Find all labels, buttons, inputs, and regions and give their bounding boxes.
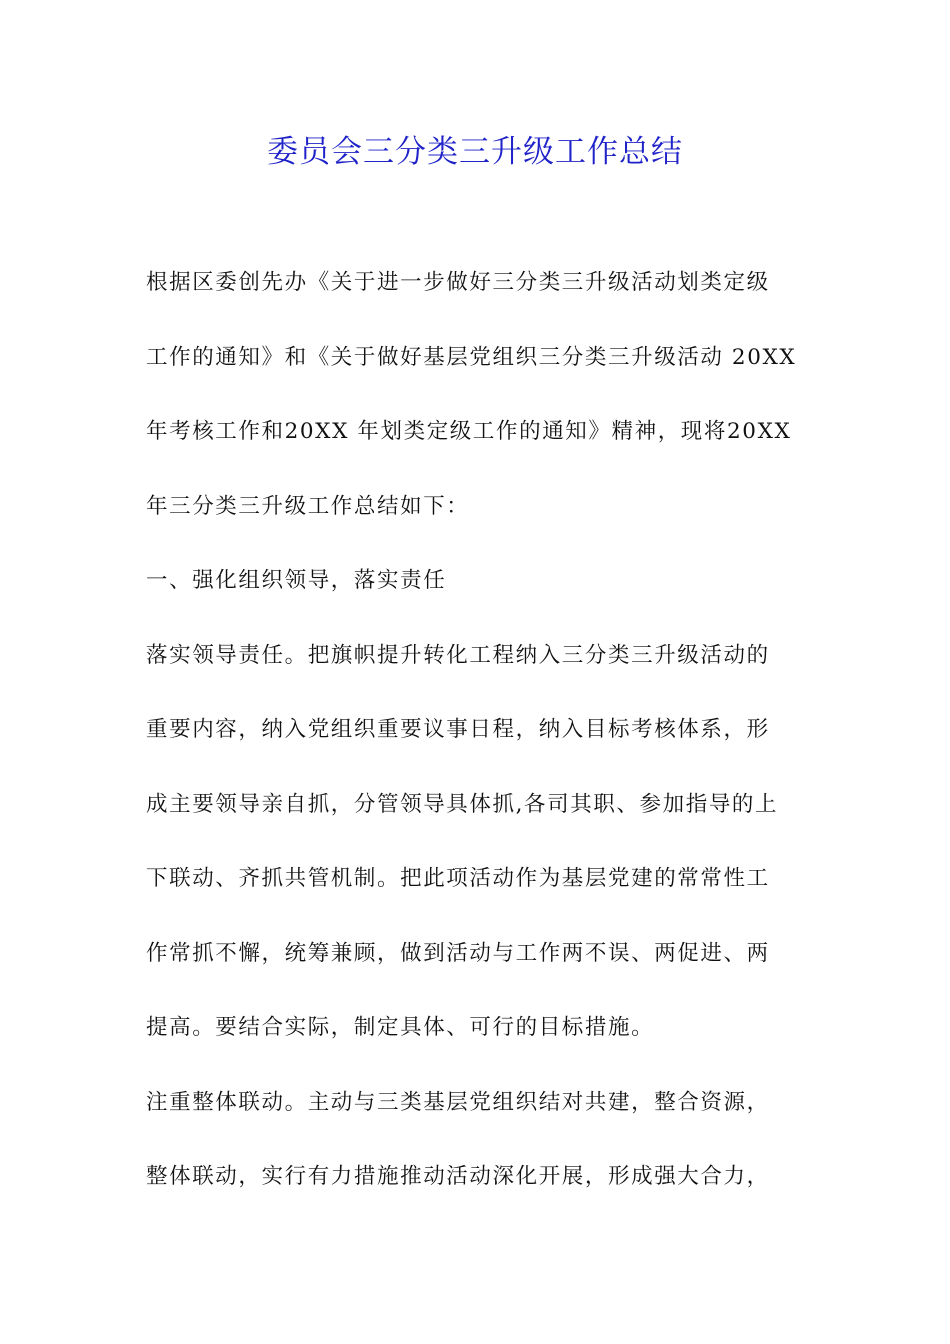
body-line: 作常抓不懈，统筹兼顾，做到活动与工作两不误、两促进、两 [146,940,770,966]
section-heading: 一、强化组织领导，落实责任 [146,568,447,593]
body-line: 落实领导责任。把旗帜提升转化工程纳入三分类三升级活动的 [146,642,770,668]
body-line: 下联动、齐抓共管机制。把此项活动作为基层党建的常常性工 [146,866,770,891]
document-body [146,258,816,1227]
body-line: 提高。要结合实际，制定具体、可行的目标措施。 [146,1015,655,1040]
document-title: 委员会三分类三升级工作总结 [267,134,683,170]
body-line: 成主要领导亲自抓，分管领导具体抓,各司其职、参加指导的上 [146,791,779,817]
body-line: 根据区委创先办《关于进一步做好三分类三升级活动划类定级 [146,270,770,295]
body-line: 工作的通知》和《关于做好基层党组织三分类三升级活动 20XX [146,344,797,370]
body-line: 重要内容，纳入党组织重要议事日程，纳入目标考核体系，形 [146,717,770,742]
body-line: 年考核工作和20XX 年划类定级工作的通知》精神，现将20XX [146,419,792,444]
body-line: 注重整体联动。主动与三类基层党组织结对共建，整合资源， [146,1089,770,1115]
body-line: 整体联动，实行有力措施推动活动深化开展，形成强大合力， [146,1164,770,1189]
body-line: 年三分类三升级工作总结如下： [146,493,470,519]
